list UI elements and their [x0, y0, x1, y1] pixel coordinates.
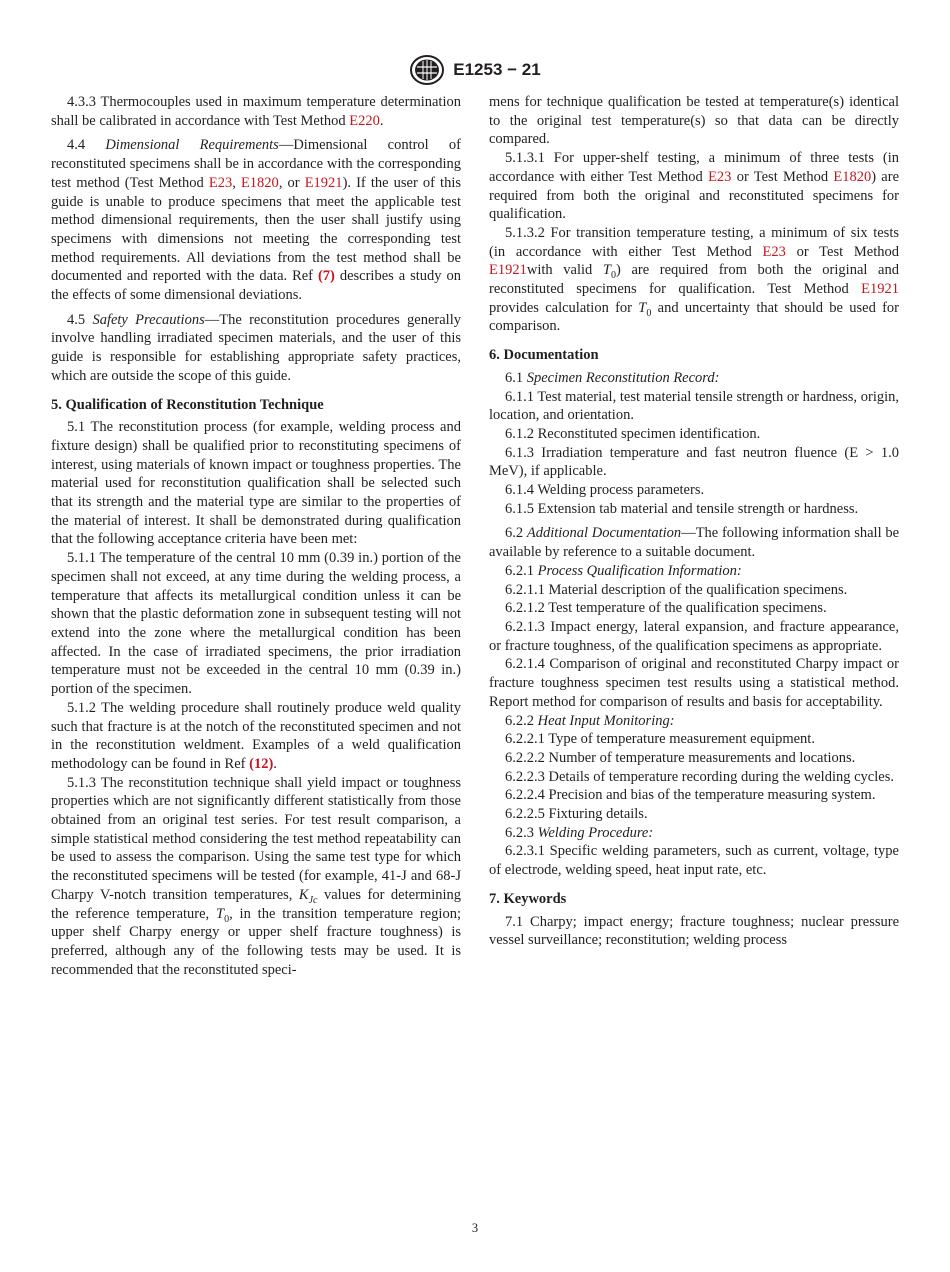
ref-link-e1921[interactable]: E1921 [489, 262, 527, 279]
paragraph-4-3-3: 4.3.3 Thermocouples used in maximum temperature determination shall be calibrated in accordance with Test Method E220. [51, 94, 461, 129]
ref-link-12[interactable]: (12) [249, 755, 274, 772]
page-number: 3 [471, 1221, 479, 1235]
paragraph-5-1-3: 5.1.3 The reconstitution technique shall yield impact or toughness properties which are not significantly different statistically from those obtained from an original test series. For test result comparison, a simple statistical method considering the test method repeatability can be used to assess the comparison. Using the same test type for which the reconstituted specimens will be tested (for example, 41-J and 68-J Charpy V-notch transition temperatures, $K_{Jc}$ values for determining the reference temperature, $T_0$, in the transition temperature region; upper shelf Charpy energy or upper shelf fracture toughness) is preferred, although any of the following tests may be used. It is recommended that the reconstituted speci- [51, 774, 461, 978]
ref-link-e23[interactable]: E23 [208, 174, 233, 191]
paragraph-6-2-2-1: 6.2.2.1 Type of temperature measurement equipment. [505, 731, 815, 748]
ref-link-e1820[interactable]: E1820 [240, 174, 279, 191]
document-designation: E1253 − 21 [453, 60, 541, 79]
ref-link-e23[interactable]: E23 [762, 243, 786, 260]
paragraph-7-1: 7.1 Charpy; impact energy; fracture toughness; nuclear pressure vessel surveillance; reconstitution; welding process [489, 913, 899, 949]
right-column [489, 93, 899, 950]
paragraph-6-2-2-3: 6.2.2.3 Details of temperature recording during the welding cycles. [505, 768, 894, 785]
paragraph-6-1-2: 6.1.2 Reconstituted specimen identification. [505, 425, 761, 442]
paragraph-6-2-2-2: 6.2.2.2 Number of temperature measurements and locations. [505, 749, 856, 766]
paragraph-6-1-3: 6.1.3 Irradiation temperature and fast neutron fluence (E > 1.0 MeV), if applicable. [489, 444, 899, 480]
paragraph-6-2-1-1: 6.2.1.1 Material description of the qualification specimens. [505, 581, 848, 598]
paragraph-6-2-2: 6.2.2 Heat Input Monitoring: [505, 712, 675, 729]
paragraph-6-1-5: 6.1.5 Extension tab material and tensile strength or hardness. [505, 500, 859, 517]
paragraph-6-2-2-5: 6.2.2.5 Fixturing details. [505, 806, 648, 823]
paragraph-5-1: 5.1 The reconstitution process (for example, welding process and fixture design) shall be qualified prior to reconstituting specimens of interest, using materials of known impact or toughness properties. The material used for reconstitution qualification shall be selected such that its strength and the material type are similar to the properties of the material of interest. It shall be demonstrated during qualification that the following acceptance criteria have been met: [51, 419, 461, 548]
paragraph-6-2-1-3: 6.2.1.3 Impact energy, lateral expansion, and fracture appearance, or fracture toughness, of the qualification specimens as appropriate. [489, 618, 899, 654]
paragraph-6-1-4: 6.1.4 Welding process parameters. [505, 482, 705, 499]
ref-link-e1921[interactable]: E1921 [861, 281, 899, 298]
ref-link-e1921[interactable]: E1921 [304, 174, 343, 191]
section-heading-6: 6. Documentation [489, 347, 599, 364]
paragraph-5-1-3-1: 5.1.3.1 For upper-shelf testing, a minimum of three tests (in accordance with either Test Method E23 or Test Method E1820) are required from both the original and reconstituted specimens for qualification. [489, 150, 900, 223]
astm-logo-icon [409, 55, 445, 85]
paragraph-5-1-3-continued: mens for technique qualification be tested at temperature(s) identical to the original test temperature(s) so that data can be directly compared. [489, 94, 899, 148]
paragraph-6-1: 6.1 Specimen Reconstitution Record: [505, 369, 720, 386]
paragraph-5-1-1: 5.1.1 The temperature of the central 10 mm (0.39 in.) portion of the specimen shall not exceed, at any time during the welding process, a temperature that affects its metallurgical condition unless it can be shown that the plastic deformation zone in subsequent testing will not extend into the zone where the metallurgical condition has been affected. In the case of irradiated specimens, the prior irradiation temperature must not be exceeded in the central 10 mm (0.39 in.) portion of the specimen. [51, 550, 461, 698]
paragraph-6-2-2-4: 6.2.2.4 Precision and bias of the temperature measuring system. [505, 787, 876, 804]
ref-link-e23[interactable]: E23 [708, 168, 732, 185]
left-column [51, 93, 461, 979]
paragraph-6-2-1-2: 6.2.1.2 Test temperature of the qualification specimens. [505, 600, 827, 617]
section-heading-7: 7. Keywords [489, 890, 567, 907]
ref-link-7[interactable]: (7) [317, 268, 335, 285]
section-heading-5: 5. Qualification of Reconstitution Technique [51, 396, 324, 413]
paragraph-6-2-1-4: 6.2.1.4 Comparison of original and reconstituted Charpy impact or fracture toughness specimen test results using a statistical method. Report method for comparison of results and basis for acceptability. [489, 656, 899, 710]
page-header [0, 55, 950, 85]
paragraph-5-1-3-2: 5.1.3.2 For transition temperature testing, a minimum of six tests (in accordance with either Test Method E23 or Test Method E1921with valid $T_0$) are required from both the original and reconstituted specimens for qualification. Test Method E1921 provides calculation for $T_0$ and uncertainty that should be used for comparison. [489, 224, 900, 335]
paragraph-6-2-3-1: 6.2.3.1 Specific welding parameters, such as current, voltage, type of electrode, welding speed, heat input rate, etc. [489, 843, 899, 879]
paragraph-6-2-3: 6.2.3 Welding Procedure: [505, 824, 654, 841]
paragraph-5-1-2: 5.1.2 The welding procedure shall routinely produce weld quality such that fracture is at the notch of the reconstituted specimen and not in the reconstitution weldment. Examples of a weld qualification methodology can be found in Ref (12). [51, 699, 461, 772]
ref-link-e220[interactable]: E220 [349, 112, 380, 129]
paragraph-4-4: 4.4 Dimensional Requirements—Dimensional control of reconstituted specimens shall be in accordance with the corresponding test method (Test Method E23, E1820, or E1921). If the user of this guide is unable to produce specimens that meet the applicable test method dimensional requirements, then the user shall justify using specimens with dimensions not meeting the corresponding test method requirements. All deviations from the test method shall be documented and reported with the data. Ref (7) describes a study on the effects of some dimensional deviations. [51, 137, 462, 304]
paragraph-4-5: 4.5 Safety Precautions—The reconstitution procedures generally involve handling irradiated specimen materials, and the user of this guide is responsible for establishing appropriate safety practices, which are outside the scope of this guide. [51, 311, 461, 384]
paragraph-6-2-1: 6.2.1 Process Qualification Information: [505, 562, 742, 579]
paragraph-6-1-1: 6.1.1 Test material, test material tensile strength or hardness, origin, location, and orientation. [489, 388, 899, 424]
paragraph-6-2: 6.2 Additional Documentation—The following information shall be available by reference to a suitable document. [489, 525, 899, 561]
ref-link-e1820[interactable]: E1820 [833, 168, 872, 185]
